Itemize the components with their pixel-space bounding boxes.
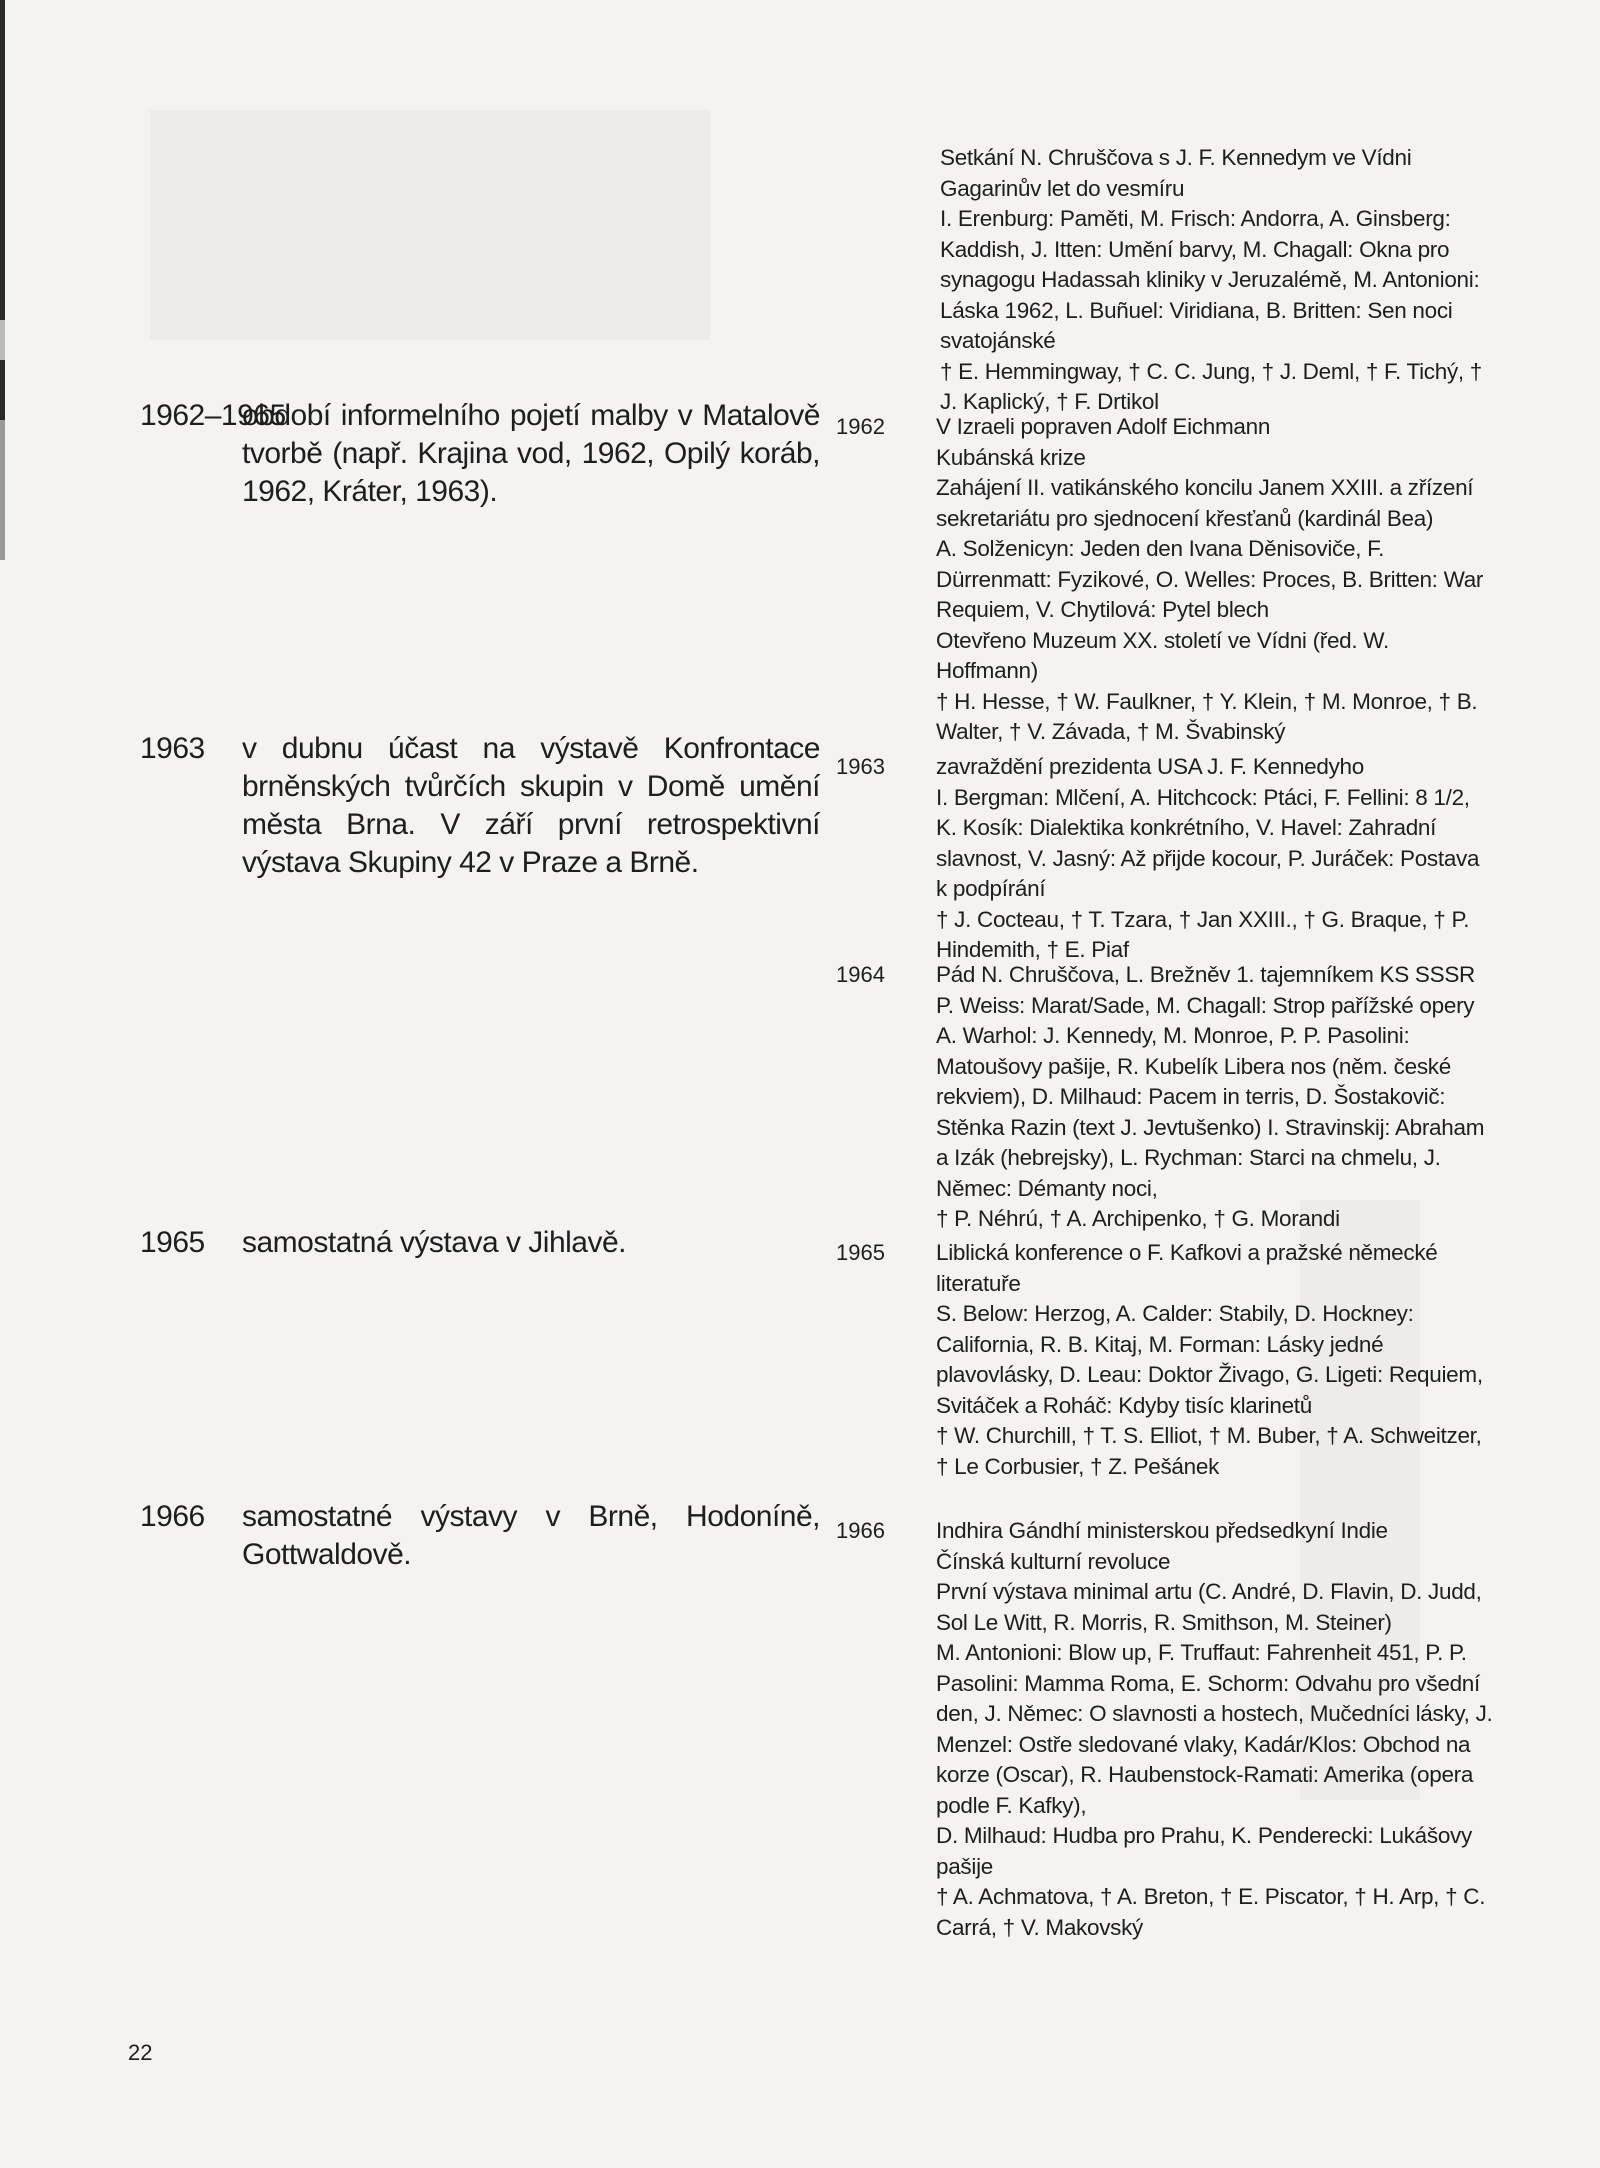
entry-line: S. Below: Herzog, A. Calder: Stabily, D. Hockney: California, R. B. Kitaj, M. Forman: Lásky jedné plavovlásky, D. Leau: Doktor Živago, G. Ligeti: Requiem, Svitáček a Roháč: Kdyby tisíc klarinetů — [936, 1301, 1483, 1418]
entry-line: samostatná výstava v Jihlavě. — [242, 1226, 627, 1259]
entry-text — [936, 1516, 1496, 1943]
entry-line: Čínská kulturní revoluce — [936, 1548, 1171, 1574]
entry-line: I. Erenburg: Paměti, M. Frisch: Andorra, A. Ginsberg: Kaddish, J. Itten: Umění barvy, M. Chagall: Okna pro synagogu Hadassah kliniky v Jeruzalémě, M. Antonioni: Láska 1962, L. Buñuel: Viridiana, B. Britten: Sen noci svatojánské — [940, 206, 1480, 353]
entry-line: † H. Hesse, † W. Faulkner, † Y. Klein, † M. Monroe, † B. Walter, † V. Závada, † M. Švabinský — [936, 688, 1478, 744]
entry-line: období informelního pojetí malby v Matalově tvorbě (např. Krajina vod, 1962, Opilý koráb, 1962, Kráter, 1963). — [242, 399, 820, 508]
entry-text — [242, 730, 820, 882]
entry-line: Gagarinův let do vesmíru — [940, 175, 1185, 201]
scan-edge-shadow — [0, 0, 5, 560]
entry-text — [936, 1238, 1496, 1482]
entry-line: Liblická konference o F. Kafkovi a pražské německé literatuře — [936, 1240, 1438, 1296]
entry-year: 1962 — [836, 414, 885, 439]
entry-line: Indhira Gándhí ministerskou předsedkyní Indie — [936, 1518, 1388, 1543]
entry-line: A. Solženicyn: Jeden den Ivana Děnisoviče, F. Dürrenmatt: Fyzikové, O. Welles: Proces, B. Britten: War Requiem, V. Chytilová: Pytel blech — [936, 536, 1484, 622]
entry-line: Zahájení II. vatikánského koncilu Janem XXIII. a zřízení sekretariátu pro sjednocení křesťanů (kardinál Bea) — [936, 475, 1474, 531]
entry-line: Otevřeno Muzeum XX. století ve Vídni (řed. W. Hoffmann) — [936, 627, 1389, 683]
bio-entry-1963 — [140, 730, 820, 882]
entry-year: 1966 — [836, 1518, 885, 1543]
entry-text — [936, 752, 1496, 966]
entry-year: 1965 — [836, 1240, 885, 1265]
world-events-1961 — [836, 143, 1496, 418]
entry-year: 1966 — [140, 1500, 205, 1533]
entry-line: P. Weiss: Marat/Sade, M. Chagall: Strop pařížské opery — [936, 992, 1475, 1018]
entry-line: První výstava minimal artu (C. André, D. Flavin, D. Judd, Sol Le Witt, R. Morris, R. Smithson, M. Steiner) — [936, 1579, 1482, 1635]
entry-year: 1963 — [140, 732, 205, 765]
entry-line: † W. Churchill, † T. S. Elliot, † M. Buber, † A. Schweitzer, † Le Corbusier, † Z. Pešánek — [936, 1423, 1482, 1479]
entry-text — [242, 397, 820, 511]
entry-line: A. Warhol: J. Kennedy, M. Monroe, P. P. Pasolini: Matoušovy pašije, R. Kubelík Libera nos (něm. české rekviem), D. Milhaud: Pacem in terris, D. Šostakovič: Stěnka Razin (text J. Jevtušenko) I. Stravinskij: Abraham a Izák (hebrejsky), L. Rychman: Starci na chmelu, J. Němec: Démanty noci, — [936, 1023, 1485, 1201]
entry-text — [940, 143, 1500, 418]
bio-entry-1962-1965 — [140, 397, 820, 511]
world-events-1962 — [836, 412, 1496, 748]
world-events-1963 — [836, 752, 1496, 966]
entry-line: † A. Achmatova, † A. Breton, † E. Piscator, † H. Arp, † C. Carrá, † V. Makovský — [936, 1884, 1486, 1940]
entry-line: † J. Cocteau, † T. Tzara, † Jan XXIII., † G. Braque, † P. Hindemith, † E. Piaf — [936, 906, 1470, 962]
page-number: 22 — [128, 2040, 153, 2065]
entry-line: Setkání N. Chruščova s J. F. Kennedym ve Vídni — [940, 145, 1412, 170]
entry-line: D. Milhaud: Hudba pro Prahu, K. Penderecki: Lukášovy pašije — [936, 1823, 1472, 1879]
entry-text — [936, 412, 1496, 748]
entry-line: V Izraeli popraven Adolf Eichmann — [936, 414, 1271, 439]
entry-line: M. Antonioni: Blow up, F. Truffaut: Fahrenheit 451, P. P. Pasolini: Mamma Roma, E. Schorm: Odvahu pro všední den, J. Němec: O slavnosti a hostech, Mučedníci lásky, J. Menzel: Ostře sledované vlaky, Kadár/Klos: Obchod na korze (Oscar), R. Haubenstock-Ramati: Amerika (opera podle F. Kafky), — [936, 1640, 1493, 1818]
entry-year: 1962–1965 — [140, 399, 286, 432]
entry-line: zavraždění prezidenta USA J. F. Kennedyho — [936, 754, 1364, 779]
entry-line: samostatné výstavy v Brně, Hodoníně, Gottwaldově. — [242, 1500, 820, 1571]
entry-year: 1963 — [836, 754, 885, 779]
entry-text — [936, 960, 1496, 1235]
bleed-through-shadow — [150, 110, 710, 340]
entry-year: 1964 — [836, 962, 885, 987]
bio-entry-1966 — [140, 1498, 820, 1574]
entry-line: I. Bergman: Mlčení, A. Hitchcock: Ptáci, F. Fellini: 8 1/2, K. Kosík: Dialektika konkrétního, V. Havel: Zahradní slavnost, V. Jasný: Až přijde kocour, P. Juráček: Postava k podpírání — [936, 784, 1480, 901]
entry-line: Kubánská krize — [936, 444, 1086, 470]
entry-line: Pád N. Chruščova, L. Brežněv 1. tajemníkem KS SSSR — [936, 962, 1475, 987]
world-events-1965 — [836, 1238, 1496, 1482]
world-events-1964 — [836, 960, 1496, 1235]
bio-entry-1965 — [140, 1224, 820, 1262]
entry-line: † E. Hemmingway, † C. C. Jung, † J. Deml, † F. Tichý, † J. Kaplický, † F. Drtikol — [940, 358, 1483, 414]
entry-year: 1965 — [140, 1226, 205, 1259]
entry-line: v dubnu účast na výstavě Konfrontace brněnských tvůrčích skupin v Domě umění města Brna. V září první retrospektivní výstava Skupiny 42 v Praze a Brně. — [242, 732, 820, 879]
entry-text — [242, 1224, 820, 1262]
world-events-1966 — [836, 1516, 1496, 1943]
entry-line: † P. Néhrú, † A. Archipenko, † G. Morandi — [936, 1206, 1340, 1231]
entry-text — [242, 1498, 820, 1574]
